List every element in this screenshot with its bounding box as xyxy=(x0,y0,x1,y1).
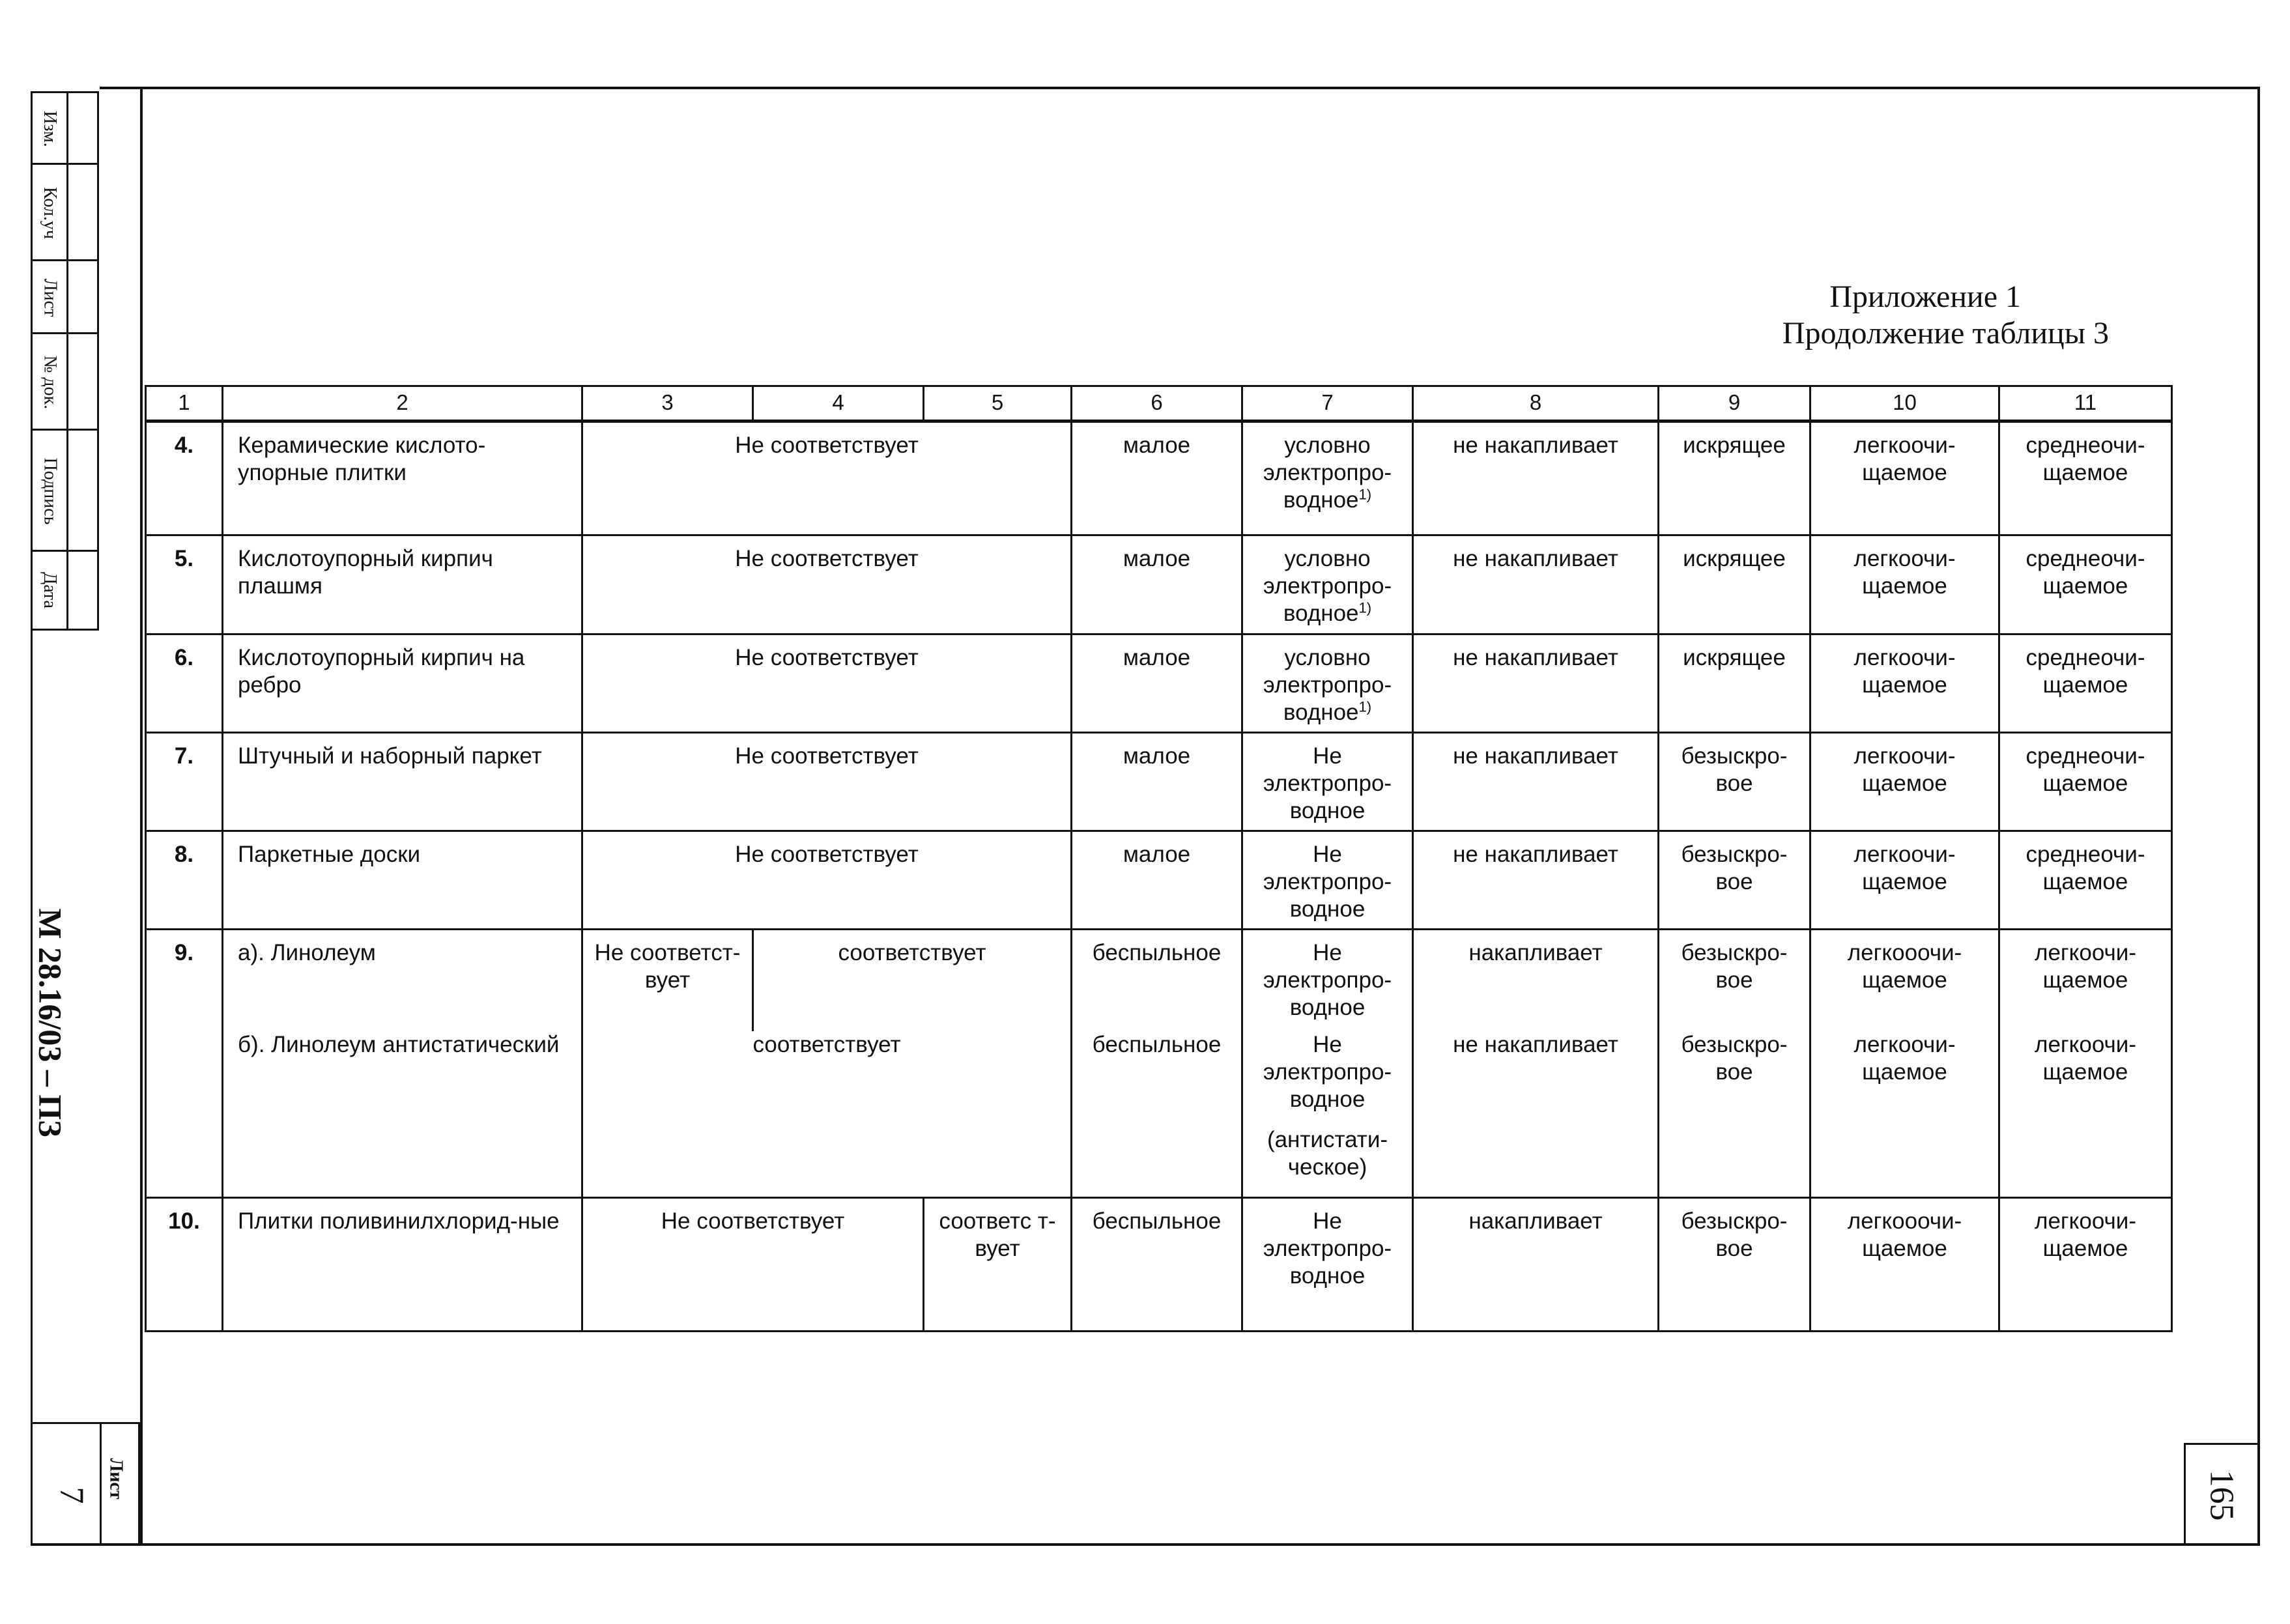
cell-dustiness: беспыльное xyxy=(1072,1031,1242,1198)
cell-cleanability: легкоочи-щаемое xyxy=(1811,535,1999,634)
cell-cleanability-2: среднеочи-щаемое xyxy=(1999,634,2172,733)
cell-cleanability-2: легкоочи-щаемое xyxy=(1999,1031,2172,1198)
cell-cleanability: легкоочи-щаемое xyxy=(1811,1031,1999,1198)
cell-dustiness: малое xyxy=(1072,831,1242,930)
cell-dustiness: беспыльное xyxy=(1072,1198,1242,1332)
stamp-label-izm: Изм. xyxy=(40,111,61,147)
col-number: 2 xyxy=(223,386,582,421)
material-name: Штучный и наборный паркет xyxy=(223,733,582,831)
material-name: а). Линолеум xyxy=(223,930,582,1031)
cell-conductivity: условно электропро-водное$^{1)}$ xyxy=(1242,535,1413,634)
col-number: 11 xyxy=(1999,386,2172,421)
sheet-number: 7 xyxy=(53,1487,91,1503)
col-number: 5 xyxy=(924,386,1072,421)
col-number: 9 xyxy=(1659,386,1811,421)
table-row xyxy=(146,1198,2172,1332)
table-row xyxy=(146,930,2172,1031)
stamp-label-data: Дата xyxy=(40,572,60,608)
cell-sparking: искрящее xyxy=(1659,421,1811,535)
cell-cleanability-2: легкоочи-щаемое xyxy=(1999,930,2172,1031)
cell-cleanability-2: среднеочи-щаемое xyxy=(1999,831,2172,930)
cell-static: не накапливает xyxy=(1413,831,1659,930)
column-number-row xyxy=(146,386,2172,421)
col-number: 7 xyxy=(1242,386,1413,421)
table-row xyxy=(146,1031,2172,1198)
cell-conductivity: условно электропро-водное$^{1)}$ xyxy=(1242,634,1413,733)
cell-static: накапливает xyxy=(1413,930,1659,1031)
cell-conductivity: Не электропро-водное xyxy=(1242,733,1413,831)
cell-conductivity: Не электропро-водное (антистати-ческое) xyxy=(1242,1031,1413,1198)
col-number: 3 xyxy=(582,386,753,421)
cell-sparking: безыскро-вое xyxy=(1659,930,1811,1031)
cell-dustiness: малое xyxy=(1072,535,1242,634)
antistatic-note: (антистати-ческое) xyxy=(1267,1126,1388,1180)
row-number: 4. xyxy=(146,421,223,535)
col-number: 4 xyxy=(753,386,924,421)
frame-top-line xyxy=(100,87,2259,89)
cell-conductivity: Не электропро-водное xyxy=(1242,1198,1413,1332)
cell-compliance: соответствует xyxy=(753,930,1072,1031)
row-number: 9. xyxy=(146,930,223,1198)
cell-cleanability: легкоочи-щаемое xyxy=(1811,733,1999,831)
cell-sparking: безыскро-вое xyxy=(1659,1198,1811,1332)
cell-cleanability: легкоочи-щаемое xyxy=(1811,634,1999,733)
cell-cleanability-2: среднеочи-щаемое xyxy=(1999,535,2172,634)
cell-compliance: Не соответствует xyxy=(582,733,1072,831)
material-name: Плитки поливинилхлорид-ные xyxy=(223,1198,582,1332)
properties-table xyxy=(145,385,2173,1332)
cell-static: накапливает xyxy=(1413,1198,1659,1332)
cell-sparking: безыскро-вое xyxy=(1659,733,1811,831)
col-number: 10 xyxy=(1811,386,1999,421)
cell-dustiness: малое xyxy=(1072,733,1242,831)
cell-cleanability-2: среднеочи-щаемое xyxy=(1999,733,2172,831)
appendix-heading: Приложение 1 xyxy=(1829,279,2021,314)
cell-sparking: искрящее xyxy=(1659,634,1811,733)
cell-compliance: Не соответствует xyxy=(582,421,1072,535)
cell-compliance: Не соответствует xyxy=(582,1198,924,1332)
table-row xyxy=(146,634,2172,733)
stamp-label-podpis: Подпись xyxy=(40,457,61,525)
table-row xyxy=(146,733,2172,831)
table-row xyxy=(146,535,2172,634)
cell-sparking: безыскро-вое xyxy=(1659,1031,1811,1198)
sheet-label: Лист xyxy=(106,1458,126,1500)
cell-compliance: Не соответствует xyxy=(582,634,1072,733)
cell-compliance: соответс т-вует xyxy=(924,1198,1072,1332)
cell-cleanability: легкоочи-щаемое xyxy=(1811,831,1999,930)
cell-static: не накапливает xyxy=(1413,634,1659,733)
row-number: 10. xyxy=(146,1198,223,1332)
stamp-label-koluch: Кол.уч xyxy=(40,187,60,239)
material-name: Кислотоупорный кирпич на ребро xyxy=(223,634,582,733)
page-number: 165 xyxy=(2203,1470,2240,1520)
cell-cleanability: легкооочи-щаемое xyxy=(1811,1198,1999,1332)
cell-compliance: Не соответст-вует xyxy=(582,930,753,1031)
cell-dustiness: малое xyxy=(1072,421,1242,535)
material-name: Паркетные доски xyxy=(223,831,582,930)
material-name: б). Линолеум антистатический xyxy=(223,1031,582,1198)
cell-static: не накапливает xyxy=(1413,733,1659,831)
cell-cleanability: легкоочи-щаемое xyxy=(1811,421,1999,535)
document-code: М 28.16/03 – ПЗ xyxy=(32,908,69,1137)
row-number: 7. xyxy=(146,733,223,831)
cell-static: не накапливает xyxy=(1413,421,1659,535)
col-number: 1 xyxy=(146,386,223,421)
col-number: 6 xyxy=(1072,386,1242,421)
cell-cleanability: легкооочи-щаемое xyxy=(1811,930,1999,1031)
stamp-label-ndok: № док. xyxy=(40,355,61,410)
table-row xyxy=(146,831,2172,930)
cell-cleanability-2: легкоочи-щаемое xyxy=(1999,1198,2172,1332)
table-continuation-heading: Продолжение таблицы 3 xyxy=(1782,316,2109,350)
row-number: 6. xyxy=(146,634,223,733)
cell-static: не накапливает xyxy=(1413,1031,1659,1198)
cell-dustiness: малое xyxy=(1072,634,1242,733)
cell-conductivity: условно электропро-водное$^{1)}$ xyxy=(1242,421,1413,535)
cell-compliance: Не соответствует xyxy=(582,535,1072,634)
cell-compliance: соответствует xyxy=(582,1031,1072,1198)
cell-sparking: искрящее xyxy=(1659,535,1811,634)
frame-right-line xyxy=(2257,87,2260,1546)
cell-static: не накапливает xyxy=(1413,535,1659,634)
cell-sparking: безыскро-вое xyxy=(1659,831,1811,930)
cell-dustiness: беспыльное xyxy=(1072,930,1242,1031)
row-number: 8. xyxy=(146,831,223,930)
frame-bottom-line xyxy=(31,1543,2260,1546)
row-number: 5. xyxy=(146,535,223,634)
cell-cleanability-2: среднеочи-щаемое xyxy=(1999,421,2172,535)
material-name: Керамические кислото-упорные плитки xyxy=(223,421,582,535)
cell-compliance: Не соответствует xyxy=(582,831,1072,930)
stamp-revision-block xyxy=(31,91,99,631)
table-row xyxy=(146,421,2172,535)
cell-conductivity: Не электропро-водное xyxy=(1242,930,1413,1031)
cell-conductivity: Не электропро-водное xyxy=(1242,831,1413,930)
col-number: 8 xyxy=(1413,386,1659,421)
material-name: Кислотоупорный кирпич плашмя xyxy=(223,535,582,634)
stamp-label-list: Лист xyxy=(40,278,61,317)
frame-left-line xyxy=(140,87,143,1546)
